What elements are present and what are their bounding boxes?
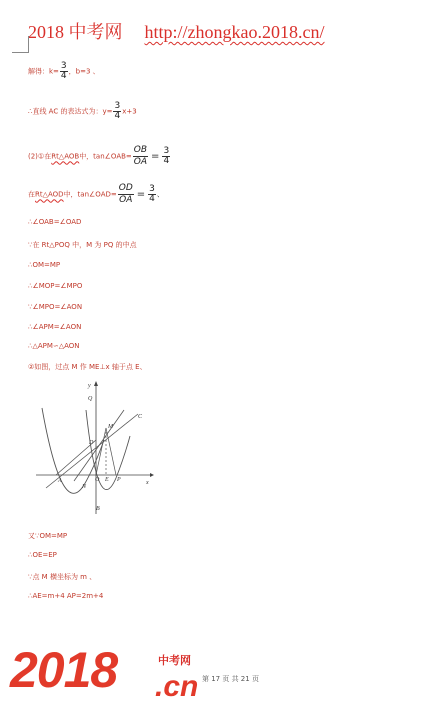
line-14: ∴OE=EP — [28, 551, 57, 559]
x-axis-arrow — [150, 473, 154, 477]
line-6: ∵在 Rt△POQ 中，M 为 PQ 的中点 — [28, 241, 137, 249]
line-5: ∴∠OAB=∠OAD — [28, 218, 82, 226]
label-x: x — [146, 480, 149, 486]
y-axis-arrow — [94, 381, 98, 386]
line-10: ∴∠APM=∠AON — [28, 323, 82, 331]
label-n: N — [82, 484, 87, 490]
page-header — [28, 18, 324, 44]
label-o: O — [95, 477, 100, 483]
site-name: 2018 中考网 — [28, 22, 123, 42]
fraction: $\frac{3}{4}$ — [163, 146, 170, 166]
line-4: 在Rt△AOD中，tan∠OAD= $\frac{OD}{OA}$ = $\frac{3}{4}$ 、 — [28, 183, 164, 205]
fraction: $\frac{3}{4}$ — [114, 101, 121, 121]
fraction: $\frac{OB}{OA}$ — [133, 145, 148, 167]
fraction: $\frac{3}{4}$ — [60, 61, 67, 81]
label-d: D — [89, 440, 94, 446]
label-m: M — [108, 424, 113, 430]
line-7: ∴OM=MP — [28, 261, 61, 269]
label-q: Q — [88, 396, 93, 402]
line-3: (2)①在Rt△AOB中，tan∠OAB= $\frac{OB}{OA}$ = $\frac{3}{4}$ — [28, 145, 170, 167]
fraction: $\frac{3}{4}$ — [149, 184, 155, 204]
fraction: $\frac{OD}{OA}$ — [118, 183, 133, 205]
page-corner-mark — [12, 36, 29, 53]
site-url[interactable]: http://zhongkao.2018.cn/ — [144, 22, 325, 42]
footer-logo: 2018 — [10, 642, 118, 698]
label-y: y — [88, 383, 91, 389]
line-15: ∵点 M 横坐标为 m 、 — [28, 573, 97, 581]
line-1: 解得：k= $\frac{3}{4}$ ，b=3 、 — [28, 61, 100, 81]
line-9: ∵∠MPO=∠AON — [28, 303, 83, 311]
footer-brand: 中考网 — [158, 654, 191, 667]
line-13: 又∵OM=MP — [28, 532, 68, 540]
footer-domain: .cn — [155, 670, 199, 703]
label-e: E — [105, 477, 109, 483]
line-8: ∴∠MOP=∠MPO — [28, 282, 83, 290]
line-12: ②如图，过点 M 作 ME⊥x 轴于点 E、 — [28, 363, 147, 371]
label-a: A — [58, 478, 62, 484]
line-16: ∴AE=m+4 AP=2m+4 — [28, 592, 104, 600]
line-2: ∴直线 AC 的表达式为：y= $\frac{3}{4}$ x+3 — [28, 101, 137, 121]
line-11: ∴△APM∽△AON — [28, 342, 80, 350]
line-pq — [74, 410, 124, 481]
line-ac — [46, 414, 138, 488]
label-c: C — [138, 414, 143, 420]
parabola-figure — [32, 380, 156, 520]
label-b: B — [96, 506, 100, 512]
line-mp — [106, 428, 116, 475]
page-number: 第 17 页 共 21 页 — [202, 675, 259, 683]
line-om — [96, 428, 106, 475]
label-p: P — [117, 477, 121, 483]
